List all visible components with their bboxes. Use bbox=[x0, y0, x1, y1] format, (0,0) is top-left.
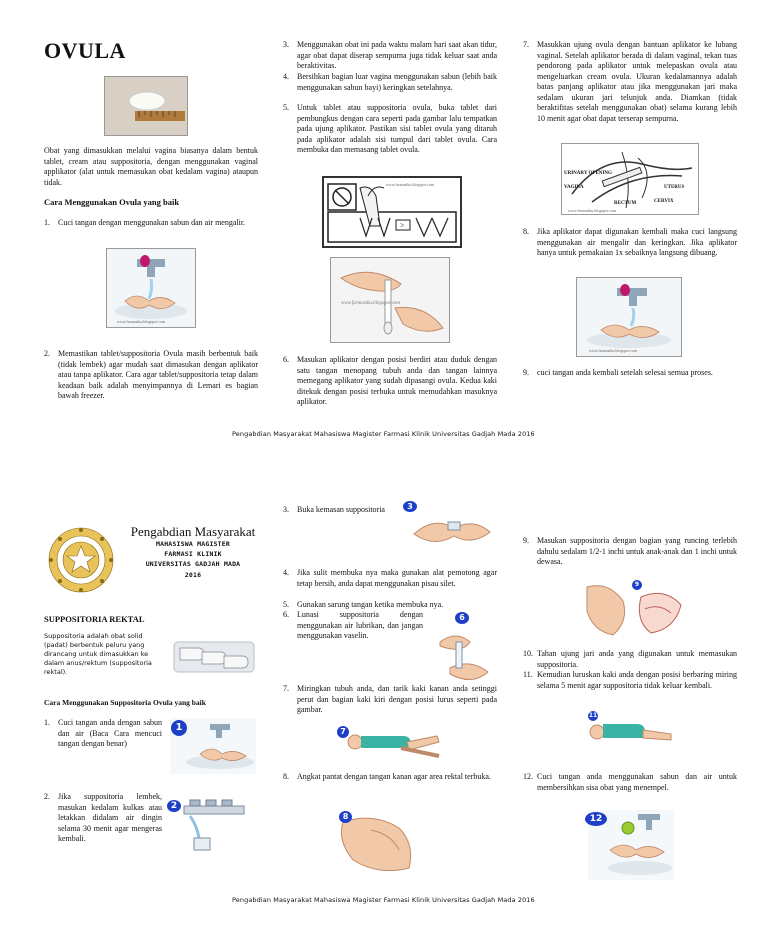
org-line-2: FARMASI KLINIK bbox=[164, 550, 222, 558]
list-item: 3. Buka kemasan suppositoria bbox=[283, 505, 385, 514]
svg-text:CERVIX: CERVIX bbox=[654, 199, 674, 204]
svg-text:www.farmasiku.blogspot.com: www.farmasiku.blogspot.com bbox=[341, 301, 400, 306]
svg-text:www.farmasiku.blogspot.com: www.farmasiku.blogspot.com bbox=[386, 182, 435, 187]
open-tablet-diagram bbox=[322, 176, 462, 248]
step-badge-7: 7 bbox=[337, 726, 349, 738]
list-item: 8. Jika aplikator dapat digunakan kembali maka cuci langsung menggunakan air mengalir dan keringkan. Jika aplikator hanya untuk pemakaian 1x sebaiknya langsung dibuang. bbox=[523, 227, 737, 257]
suppository-photo bbox=[172, 636, 256, 678]
org-title: Pengabdian Masyarakat bbox=[130, 524, 256, 539]
org-line-3: UNIVERSITAS GADJAH MADA bbox=[145, 560, 241, 568]
list-item: 7. Miringkan tubuh anda, dan tarik kaki kanan anda setinggi perut dan bagian kaki kiri dengan posisi lurus seperti pada gambar. bbox=[283, 684, 497, 714]
step-badge-3: 3 bbox=[403, 501, 417, 512]
org-line-4: 2016 bbox=[184, 571, 202, 579]
ugm-logo bbox=[44, 524, 118, 596]
step-badge-12: 12 bbox=[585, 812, 607, 826]
ovula-howto-heading: Cara Menggunakan Ovula yang baik bbox=[44, 197, 180, 207]
list-item: 6. Masukan aplikator dengan posisi berdiri atau duduk dengan satu tangan menopang tubuh anda dan tangan lainnya memegang aplikator yang sudah dipasangi ovula. Kedua kaki ditekuk dengan posisi terbuka untuk memudahkan masuknya aplikator. bbox=[283, 355, 497, 406]
page1-footer: Pengabdian Masyarakat Mahasiswa Magister Farmasi Klinik Universitas Gadjah Mada 2016 bbox=[232, 430, 535, 438]
handwashing-illustration-2 bbox=[576, 277, 682, 357]
svg-text:UTERUS: UTERUS bbox=[664, 185, 685, 190]
svg-text:www.farmasiku.blogspot.com: www.farmasiku.blogspot.com bbox=[568, 208, 617, 213]
step7-illustration bbox=[337, 722, 451, 764]
ovula-intro: Obat yang dimasukkan melalui vagina biasanya dalam bentuk tablet, cream atau suppositoria, dengan menggunakan vaginal applikator (alat untuk memasukan obat kedalam vagina) ataupun tidak. bbox=[44, 146, 258, 187]
list-item: 5. Gunakan sarung tangan ketika membuka nya. bbox=[283, 600, 444, 609]
ovula-tablet-photo bbox=[104, 76, 188, 136]
list-item: 11. Kemudian luruskan kaki anda dengan posisi berbaring miring selama 5 menit agar suppositoria tidak keluar kembali. bbox=[523, 670, 737, 690]
step3-illustration bbox=[408, 504, 494, 556]
svg-text:VAGINA: VAGINA bbox=[564, 185, 584, 190]
list-item: 8. Angkat pantat dengan tangan kanan agar area rektal terbuka. bbox=[283, 772, 491, 781]
svg-text:>: > bbox=[400, 221, 405, 230]
list-item: 2. Jika suppositoria lembek, masukan kedalam kulkas atau letakkan didalam air dingin selama 30 menit agar mengeras kembali. bbox=[44, 792, 162, 843]
svg-text:URINARY OPENING: URINARY OPENING bbox=[564, 171, 612, 176]
step-badge-8: 8 bbox=[339, 811, 352, 823]
step-badge-11: 11 bbox=[588, 712, 598, 719]
handwashing-illustration bbox=[106, 248, 196, 328]
list-item: 4. Jika sulit membuka nya maka gunakan alat pemotong agar tetap bersih, anda dapat menggunakan pisau silet. bbox=[283, 568, 497, 588]
list-item: 4. Bersihkan bagian luar vagina menggunakan sabun (lebih baik menggunakan sabun bayi) keringkan setelahnya. bbox=[283, 72, 497, 92]
org-line-1: MAHASISWA MAGISTER bbox=[155, 540, 231, 548]
list-item: 6. Lunasi suppositoria dengan menggunakan air lubrikan, dan jangan menggunakan vaselin. bbox=[283, 610, 423, 640]
svg-text:www.farmasiku.blogspot.com: www.farmasiku.blogspot.com bbox=[589, 348, 638, 353]
step2-illustration bbox=[170, 798, 256, 854]
page-title: OVULA bbox=[44, 38, 126, 63]
list-item: 5. Untuk tablet atau suppositoria ovula, buka tablet dari pembungkus dengan cara seperti pada gambar lalu tempatkan pada ujung aplikator. Pastikan sisi tablet ovula yang ditaruh pada aplikator adalah sisi tumpul dari tablet ovula. Cara membuka dan memasang tablet ovula. bbox=[283, 103, 497, 154]
list-item: 10. Tahan ujung jari anda yang digunakan untuk memasukan suppositoria. bbox=[523, 649, 737, 669]
svg-text:RECTUM: RECTUM bbox=[614, 201, 637, 206]
suppository-howto-heading: Cara Menggunakan Suppositoria Ovula yang baik bbox=[44, 698, 206, 707]
suppository-definition: Suppositoria adalah obat solid (padat) berbentuk peluru yang dirancang untuk dimasukkan ke dalam anus/rektum (suppositoria rektal). bbox=[44, 632, 152, 676]
anatomy-diagram bbox=[561, 143, 699, 215]
list-item: 9. Masukan suppositoria dengan bagian yang runcing terlebih dahulu sedalam 1/2-1 inchi untuk anak-anak dan 1 inchi untuk dewasa. bbox=[523, 536, 737, 566]
list-item: 7. Masukkan ujung ovula dengan bantuan aplikator ke lubang vaginal. Setelah aplikator berada di dalam vaginal, tekan tuas pendorong pada aplikator untuk melepaskan ovula atau mengeluarkan cream ovula. Ukuran kedalamannya adalah batas panjang aplikator atau jika menggunakan jari maka sedalam ukuran jari telunjuk anda. Diamkan (tidak beraktifitas setelah menggunakan obat) selama kurang lebih 10 menit agar obat dapat terserap sempurna. bbox=[523, 40, 737, 123]
list-item: 9. cuci tangan anda kembali setelah selesai semua proses. bbox=[523, 368, 713, 377]
step-badge-1: 1 bbox=[171, 720, 187, 736]
list-item: 2. Memastikan tablet/suppositoria Ovula masih berbentuk baik (tidak lembek) agar mudah saat dimasukan dengan aplikator atau tanpa aplikator. Cara agar tablet/suppositoria tetap dalam keadaan baik adalah menyimpannya di Lemari es bagian bawah freezer. bbox=[44, 349, 258, 400]
step-badge-6: 6 bbox=[455, 612, 469, 624]
step-badge-9: 9 bbox=[632, 580, 642, 590]
list-item: 1. Cuci tangan dengan menggunakan sabun dan air mengalir. bbox=[44, 218, 246, 227]
page2-footer: Pengabdian Masyarakat Mahasiswa Magister Farmasi Klinik Universitas Gadjah Mada 2016 bbox=[232, 896, 535, 904]
list-item: 1. Cuci tangan anda dengan sabun dan air (Baca Cara mencuci tangan dengan benar) bbox=[44, 718, 162, 748]
list-item: 3. Menggunakan obat ini pada waktu malam hari saat akan tidur, agar obat dapat diserap sempurna juga tidak keluar saat anda beraktivitas. bbox=[283, 40, 497, 70]
applicator-illustration bbox=[330, 257, 450, 343]
step-badge-2: 2 bbox=[167, 800, 181, 812]
section-title: SUPPOSITORIA REKTAL bbox=[44, 614, 145, 624]
svg-text:www.farmasiku.blogspot.com: www.farmasiku.blogspot.com bbox=[117, 319, 166, 324]
list-item: 12. Cuci tangan anda menggunakan sabun dan air untuk membersihkan sisa obat yang menempel. bbox=[523, 772, 737, 792]
